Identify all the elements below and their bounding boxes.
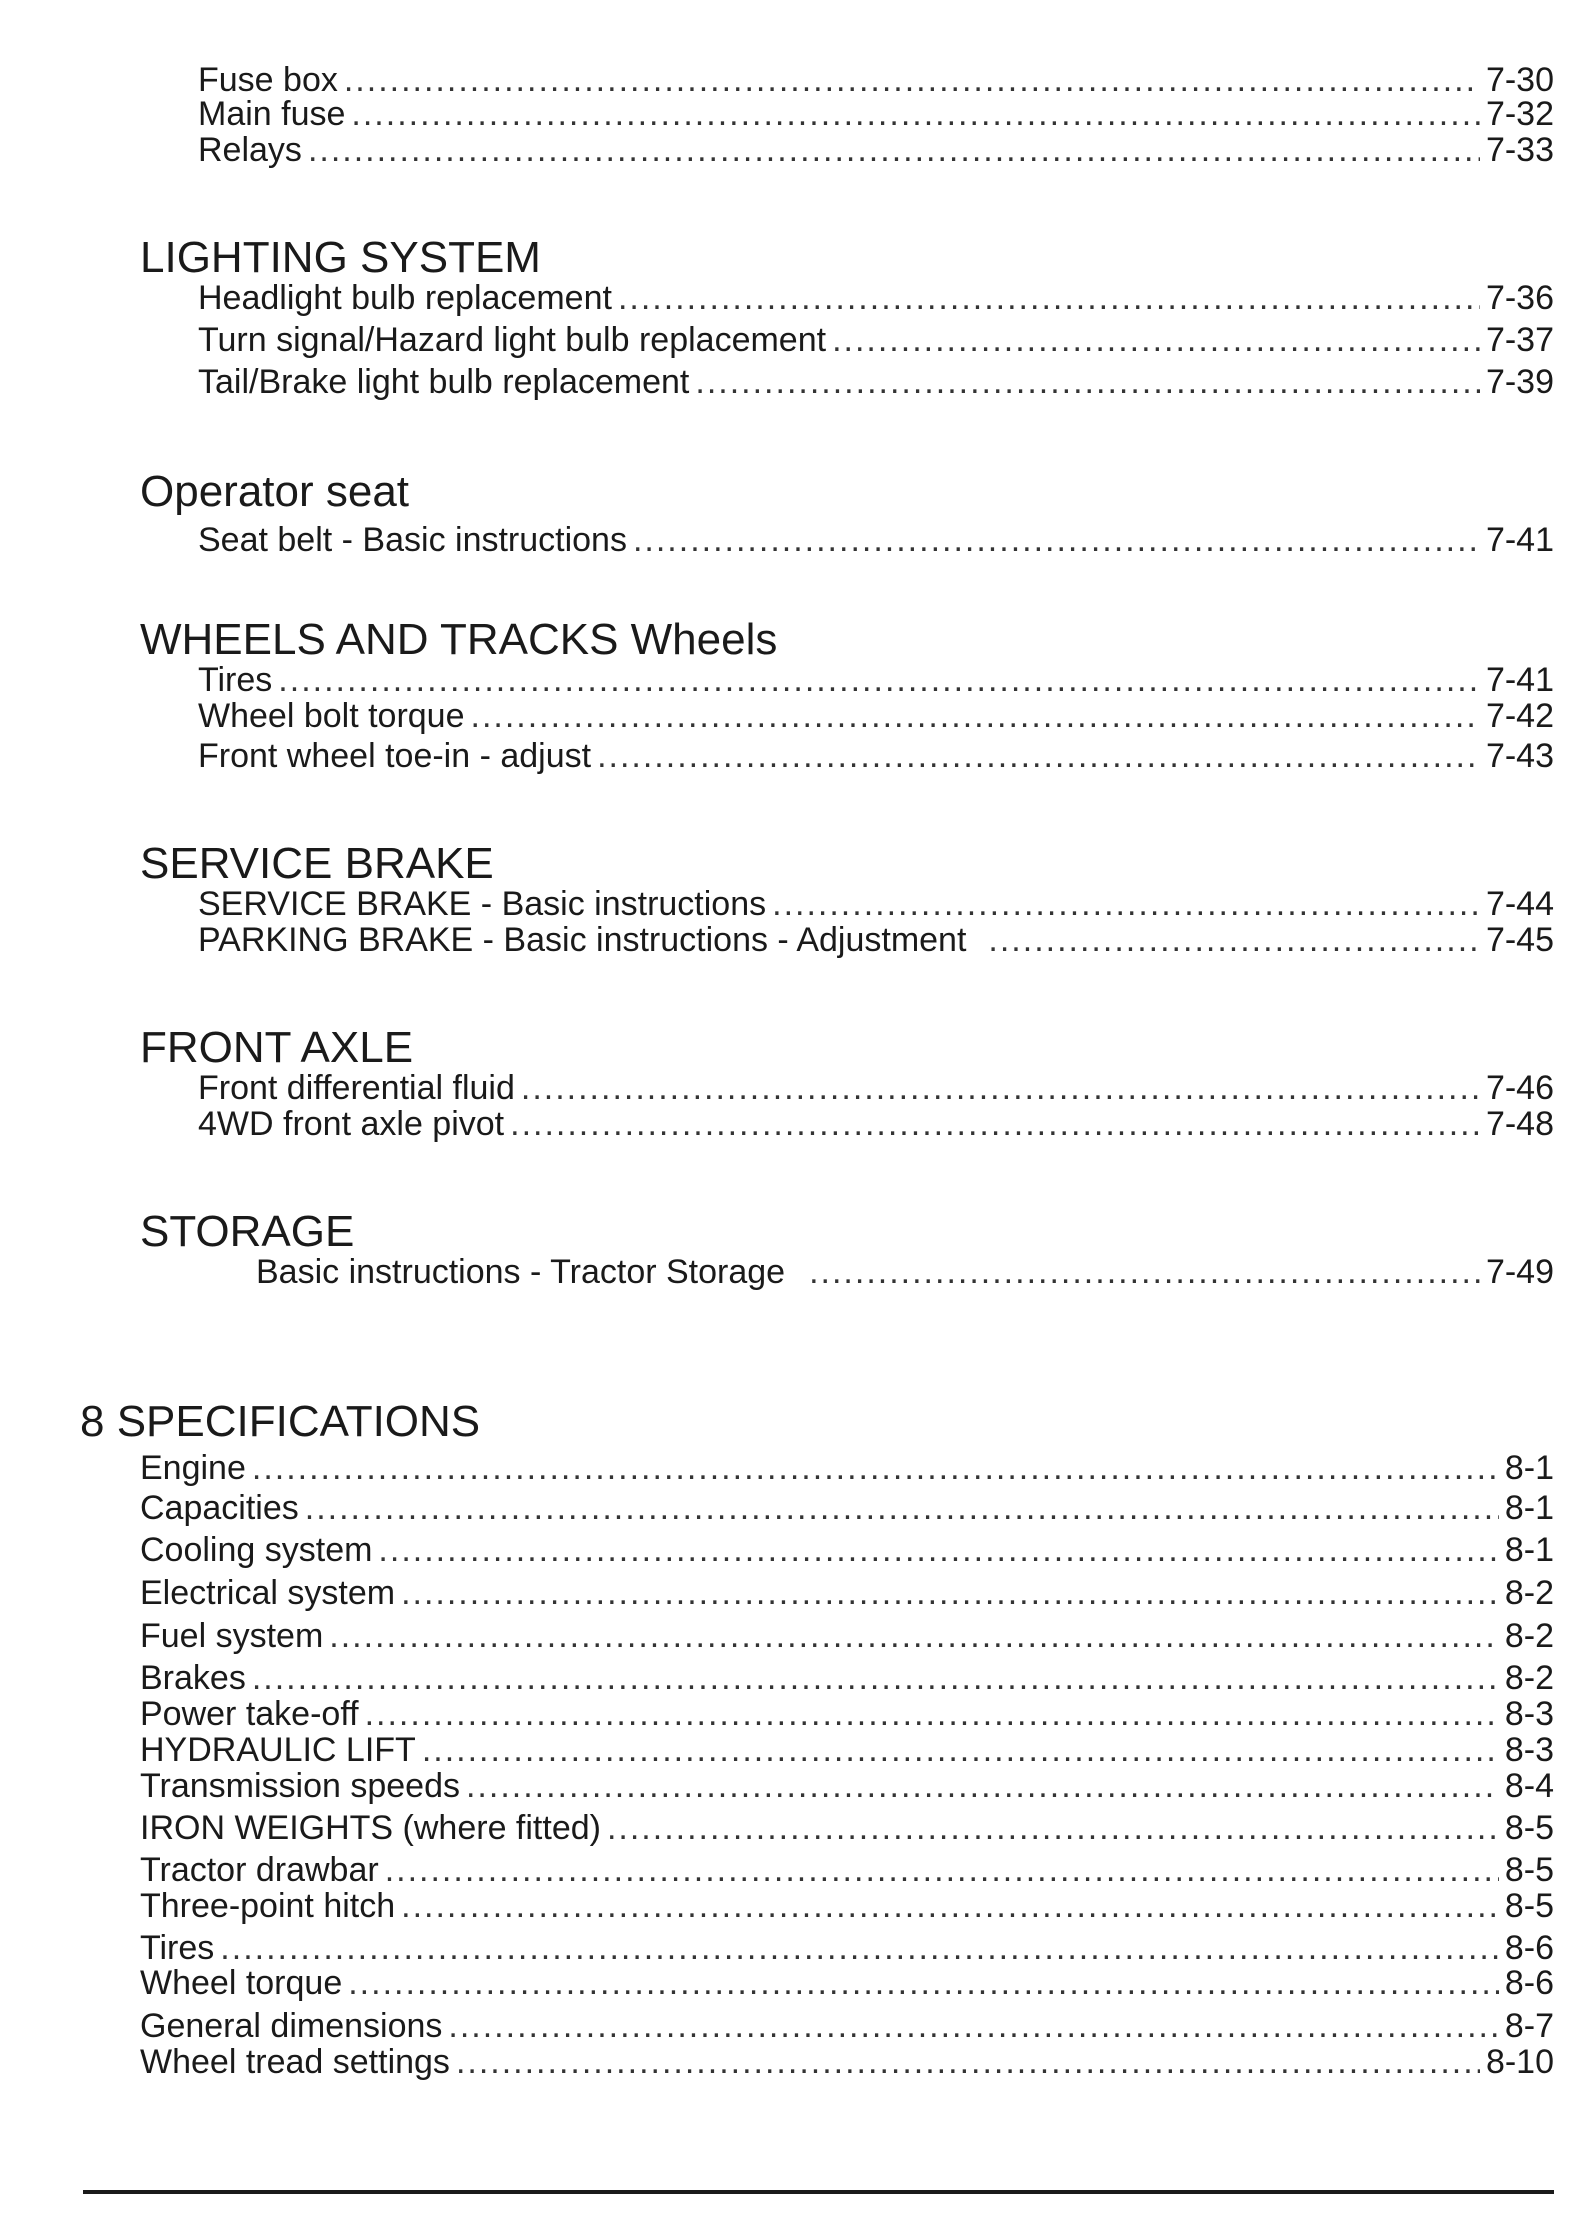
toc-entry[interactable] xyxy=(198,1104,1554,1144)
dot-leader xyxy=(220,1928,1499,1968)
entry-page: 8-10 xyxy=(1485,2043,1554,2081)
dot-leader xyxy=(471,696,1480,736)
entry-page: 8-1 xyxy=(1504,1531,1554,1569)
dot-leader xyxy=(378,1530,1498,1570)
entry-title: Fuse box xyxy=(198,61,338,99)
dot-leader xyxy=(348,1963,1499,2003)
entry-page: 8-7 xyxy=(1504,2007,1554,2045)
entry-page: 7-49 xyxy=(1485,1253,1554,1291)
entry-title: Brakes xyxy=(140,1659,246,1697)
toc-entry[interactable] xyxy=(140,1658,1554,1698)
entry-page: 7-41 xyxy=(1485,521,1554,559)
toc-entry[interactable] xyxy=(198,320,1554,360)
dot-leader xyxy=(422,1730,1499,1770)
entry-page: 7-32 xyxy=(1485,95,1554,133)
entry-page: 7-42 xyxy=(1485,697,1554,735)
toc-entry[interactable] xyxy=(198,736,1554,776)
dot-leader xyxy=(329,1616,1499,1656)
dot-leader xyxy=(385,1850,1499,1890)
entry-title: Turn signal/Hazard light bulb replacement xyxy=(198,321,827,359)
entry-page: 8-2 xyxy=(1504,1659,1554,1697)
entry-title: Three-point hitch xyxy=(140,1887,396,1925)
entry-title: Engine xyxy=(140,1449,246,1487)
entry-title: Wheel bolt torque xyxy=(198,697,465,735)
toc-entry[interactable] xyxy=(198,884,1554,924)
toc-entry[interactable] xyxy=(198,920,1554,960)
entry-page: 7-30 xyxy=(1485,61,1554,99)
toc-entry[interactable] xyxy=(140,1488,1554,1528)
entry-page: 8-2 xyxy=(1504,1617,1554,1655)
entry-page: 7-39 xyxy=(1485,363,1554,401)
toc-entry[interactable] xyxy=(140,1963,1554,2003)
toc-entry[interactable] xyxy=(140,1730,1554,1770)
entry-page: 7-33 xyxy=(1485,131,1554,169)
entry-title: Power take-off xyxy=(140,1695,359,1733)
section-heading: FRONT AXLE xyxy=(140,1023,414,1072)
entry-title: 4WD front axle pivot xyxy=(198,1105,505,1143)
entry-title: General dimensions xyxy=(140,2007,443,2045)
toc-entry[interactable] xyxy=(140,1616,1554,1656)
toc-entry[interactable] xyxy=(140,1573,1554,1613)
dot-leader xyxy=(832,320,1480,360)
entry-title: Tail/Brake light bulb replacement xyxy=(198,363,690,401)
dot-leader xyxy=(278,660,1480,700)
dot-leader xyxy=(365,1694,1499,1734)
entry-title: PARKING BRAKE - Basic instructions - Adjustment xyxy=(198,921,967,959)
entry-page: 7-48 xyxy=(1485,1105,1554,1143)
section-heading: LIGHTING SYSTEM xyxy=(140,233,541,282)
entry-title: SERVICE BRAKE - Basic instructions xyxy=(198,885,767,923)
dot-leader xyxy=(597,736,1480,776)
dot-leader xyxy=(305,1488,1499,1528)
dot-leader xyxy=(809,1252,1480,1292)
entry-title: Headlight bulb replacement xyxy=(198,279,612,317)
toc-entry[interactable] xyxy=(140,2006,1554,2046)
toc-entry[interactable] xyxy=(140,1886,1554,1926)
dot-leader xyxy=(448,2006,1498,2046)
dot-leader xyxy=(695,362,1480,402)
entry-page: 8-6 xyxy=(1504,1929,1554,1967)
entry-page: 8-5 xyxy=(1504,1851,1554,1889)
entry-title: Electrical system xyxy=(140,1574,396,1612)
dot-leader xyxy=(401,1573,1499,1613)
entry-title: Capacities xyxy=(140,1489,299,1527)
toc-entry[interactable] xyxy=(198,660,1554,700)
entry-title: Main fuse xyxy=(198,95,346,133)
dot-leader xyxy=(521,1068,1480,1108)
toc-entry[interactable] xyxy=(140,1928,1554,1968)
toc-entry[interactable] xyxy=(140,1808,1554,1848)
entry-title: IRON WEIGHTS (where fitted) xyxy=(140,1809,601,1847)
toc-entry[interactable] xyxy=(198,94,1554,134)
entry-title: Transmission speeds xyxy=(140,1767,460,1805)
dot-leader xyxy=(456,2042,1480,2082)
dot-leader xyxy=(988,920,1480,960)
entry-page: 7-41 xyxy=(1485,661,1554,699)
entry-title: Cooling system xyxy=(140,1531,373,1569)
toc-entry[interactable] xyxy=(140,1694,1554,1734)
entry-title: Wheel torque xyxy=(140,1964,343,2002)
entry-title: Front wheel toe-in - adjust xyxy=(198,737,592,775)
entry-page: 8-2 xyxy=(1504,1574,1554,1612)
toc-entry[interactable] xyxy=(198,130,1554,170)
toc-entry[interactable] xyxy=(198,278,1554,318)
dot-leader xyxy=(607,1808,1499,1848)
toc-entry[interactable] xyxy=(198,520,1554,560)
entry-title: HYDRAULIC LIFT xyxy=(140,1731,416,1769)
section-heading: STORAGE xyxy=(140,1207,355,1256)
toc-entry[interactable] xyxy=(140,2042,1554,2082)
entry-page: 7-43 xyxy=(1485,737,1554,775)
section-heading: SERVICE BRAKE xyxy=(140,839,494,888)
toc-entry[interactable] xyxy=(256,1252,1554,1292)
entry-title: Front differential fluid xyxy=(198,1069,515,1107)
dot-leader xyxy=(252,1658,1499,1698)
entry-title: Relays xyxy=(198,131,302,169)
dot-leader xyxy=(351,94,1480,134)
section-heading: WHEELS AND TRACKS Wheels xyxy=(140,615,778,664)
entry-page: 7-44 xyxy=(1485,885,1554,923)
toc-entry[interactable] xyxy=(198,1068,1554,1108)
toc-entry[interactable] xyxy=(140,1530,1554,1570)
entry-page: 8-6 xyxy=(1504,1964,1554,2002)
toc-entry[interactable] xyxy=(140,1448,1554,1488)
entry-title: Wheel tread settings xyxy=(140,2043,450,2081)
entry-page: 8-1 xyxy=(1504,1489,1554,1527)
entry-page: 7-46 xyxy=(1485,1069,1554,1107)
dot-leader xyxy=(466,1766,1499,1806)
dot-leader xyxy=(401,1886,1499,1926)
footer-rule xyxy=(83,2190,1554,2194)
entry-page: 8-4 xyxy=(1504,1767,1554,1805)
toc-entry[interactable] xyxy=(198,696,1554,736)
toc-entry[interactable] xyxy=(140,1850,1554,1890)
entry-page: 8-3 xyxy=(1504,1731,1554,1769)
dot-leader xyxy=(618,278,1480,318)
entry-title: Tractor drawbar xyxy=(140,1851,379,1889)
entry-title: Tires xyxy=(198,661,273,699)
entry-page: 8-5 xyxy=(1504,1887,1554,1925)
toc-entry[interactable] xyxy=(140,1766,1554,1806)
dot-leader xyxy=(252,1448,1499,1488)
chapter-heading: 8 SPECIFICATIONS xyxy=(80,1397,481,1446)
entry-title: Tires xyxy=(140,1929,215,1967)
entry-title: Fuel system xyxy=(140,1617,324,1655)
entry-page: 7-37 xyxy=(1485,321,1554,359)
entry-title: Seat belt - Basic instructions xyxy=(198,521,627,559)
toc-entry[interactable] xyxy=(198,362,1554,402)
entry-page: 7-36 xyxy=(1485,279,1554,317)
dot-leader xyxy=(633,520,1480,560)
dot-leader xyxy=(772,884,1480,924)
dot-leader xyxy=(308,130,1480,170)
dot-leader xyxy=(510,1104,1480,1144)
entry-page: 7-45 xyxy=(1485,921,1554,959)
entry-page: 8-1 xyxy=(1504,1449,1554,1487)
entry-page: 8-5 xyxy=(1504,1809,1554,1847)
entry-page: 8-3 xyxy=(1504,1695,1554,1733)
section-heading: Operator seat xyxy=(140,467,410,516)
entry-title: Basic instructions - Tractor Storage xyxy=(256,1253,786,1291)
